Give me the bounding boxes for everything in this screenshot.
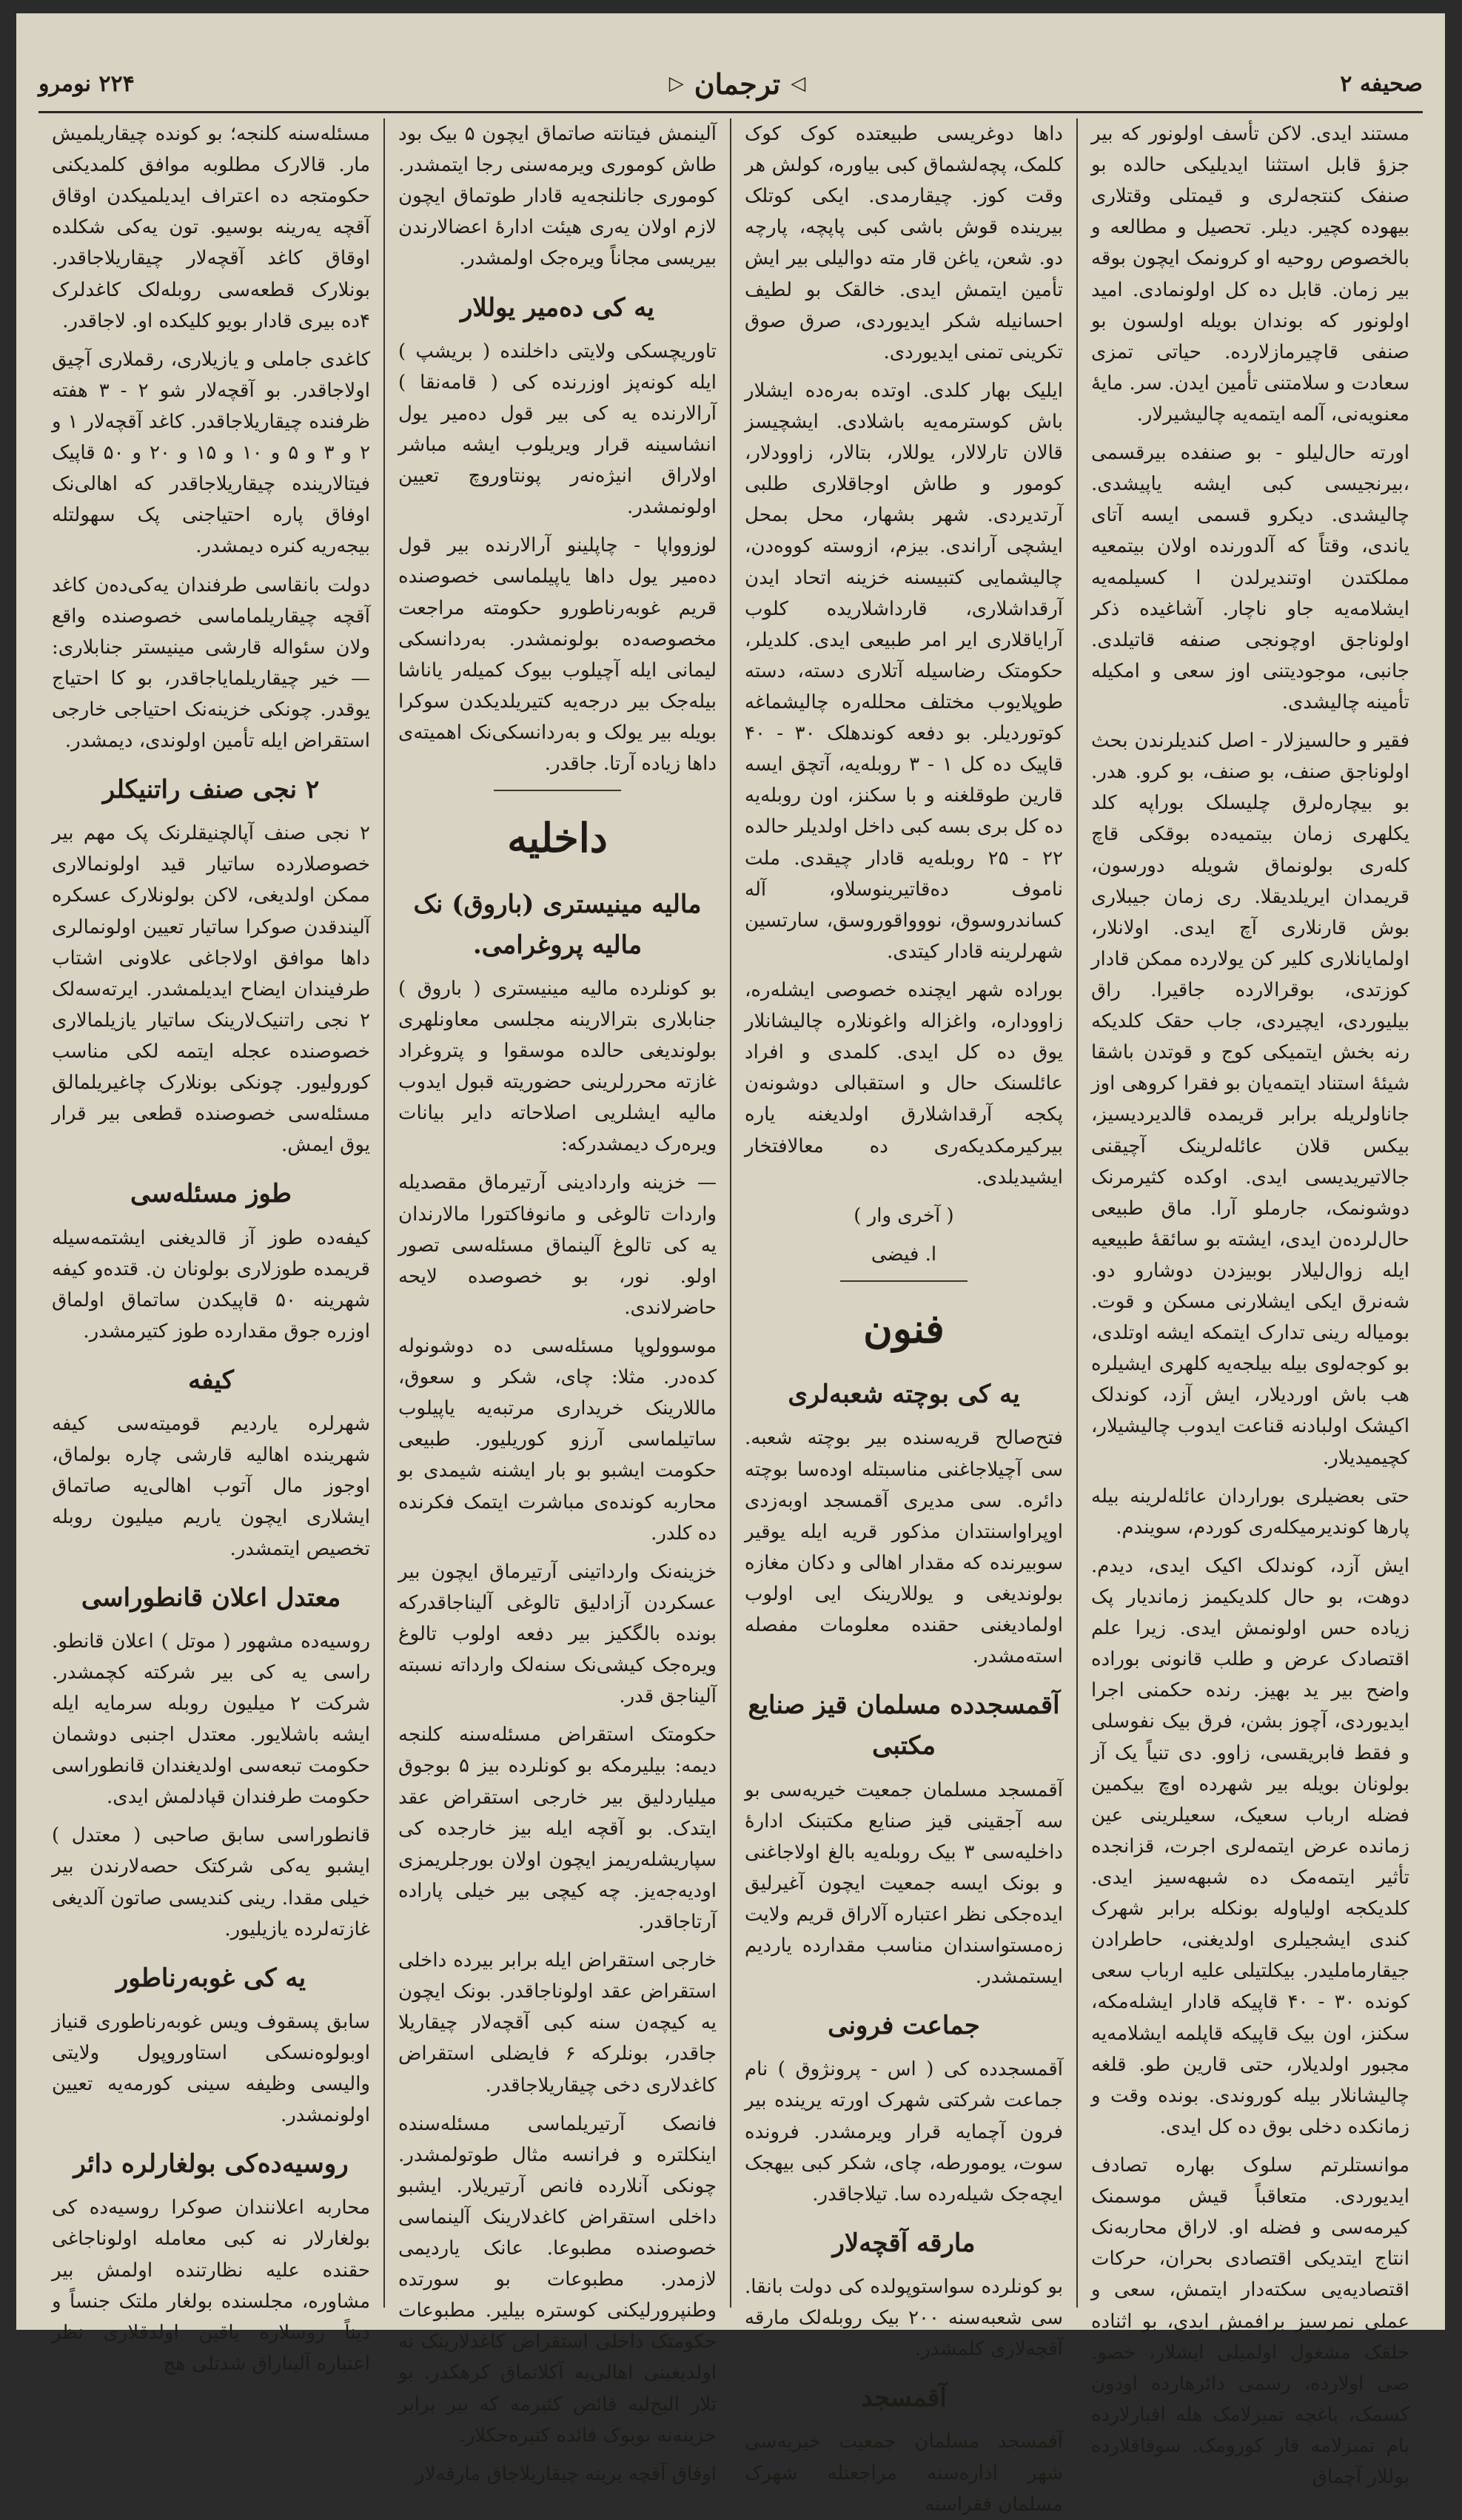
- column-3: [383, 118, 730, 2485]
- newspaper-title: ترجمان: [694, 67, 781, 101]
- article-body: فتح‌صالح قریه‌سنده بیر بوچته شعبه. سی آچیلاجاغنی مناسبتله اوده‌سا بوچته دائره‌. سی مدیری آقمسجد اوبه‌زدی اوپراواسنتدان مذکور قریه ایله یوقیر سوبیرنده که مقدار اهالی و دکان مغازه بولوندیغی و یوللارینک ایی اولوب اولمادیغنی حقنده معلومات مفصله استه‌مشدر.: [745, 1427, 1063, 1668]
- issue-number: ۲۲۴ نومرو: [38, 70, 135, 97]
- paragraph: مستند ایدی. لاکن تأسف اولونور که بیر جزؤ قابل استثنا ایدیلیکی حالده بو صنفک کنتجه‌لری و قیمتلی وقتلاری بیهوده کچیر. دیلر. تحصیل و مطالعه و بالخصوص روحیه او کرونمک ایچون بوقه بیر زمان. قابل ده کل اولونمادی. امید اولونور که بوندان بویله اولسون بو صنفی قاچیرمازلارده. حیاتی تمزی سعادت و سلامتنی تأمین ایدن. سر. مایهٔ معنویه‌نی، آلمه ایتمه‌یه چالیشیرلار.: [1091, 123, 1409, 426]
- article-body: کیفه‌ده طوز آز قالدیغنی ایشتمه‌سیله قریمده طوزلاری بولونان ن. قتده‌و کیفه شهرینه ۵۰ قاپیکدن ساتماق اولماق اوزره جوق مقدارده طوز کتیرمشدر.: [52, 1226, 370, 1343]
- article-title: ۲ نجی صنف راتنیکلر: [102, 775, 320, 805]
- article-title: روسیه‌ده‌کی بولغارلره دائر: [73, 2149, 349, 2180]
- article-body: — خزینه واردادینی آرتیرماق مقصدیله واردات تالوغی و مانوفاکتورا مالارندان یه کی تالوغ آلینماق مسئله‌سی تصور اولو. نور، بو خصوصده لایحه حاضرلاندی.: [398, 1172, 717, 1319]
- paragraph: بوراده شهر ایچنده خصوصی ایشله‌ره، زاووداره، واغزاله واغونلاره چالیشانلار یوق ده کل ایدی. کلمدی و افراد عائلسنک حال و استقبالی دوشونه‌ن پکجه آرقداشلارق اولدیغنه یاره بیرکیرمکدیکه‌ری ده معالافتخار ایشیدیلدی.: [745, 978, 1063, 1189]
- article-body: خزینه‌نک وارداتینی آرتیرماق ایچون بیر عسکردن آزادلیق تالوغی آلیناجاقدرکه بونده بالگکیز بیر دفعه اولوب تالوغ ویره‌جک کیشی‌نک سنه‌لک وارداته نسبته آلیناجق قدر.: [398, 1560, 717, 1708]
- section-heading: فنون: [863, 1304, 945, 1352]
- paragraph: فقیر و حالسیزلار - اصل کندیلرندن بحث اولوناجق صنف، بو صنف، بو کرو. هدر. بو بیچاره‌لرق چلیسلک بوراپه کلد یکلهری زمان بیتمیه‌ده بوقکی قاچ کله‌ری بولونماق شویله دورسون، قریمدان ایریلدیقلا. ری زمان جیبلاری بوش قارنلاری آچ ایدی. اولانلار، اولمایانلاری کلیر کن یولارده ممکن قادار کوزتدی، بوقرالارده جاقیرا. راق بیلیوردی، ایچیردی، جاب حقک کلدیکه رنه بخش ایتمیکی کوج و قوتدن باشقا شیئهٔ استناد ایتمه‌یان بو فقرا کروهی اوز جاناولریله برابر قریمده قالدیردیسیز، بیکس قلان عائله‌لرینک آچیقنی جالاتیریدیسی ایدی. اوکده کثیرمرنک دوشونمک، جارملو آرا. ماق طبیعی حال‌لرده‌ن ایدی، ایشته بو سائقهٔ طبیعیه ایله زوال‌لیلار بوبیزدن دوشارو دو. شه‌نرق ایکی ایشلارنی مسکن و قوت. بومیاله‌ رینی تدارک ایتمکه ایشه اوتلدی، بو کوجه‌لوی بیله بیلجه‌یه کلهری ایشیلره هب باش اوردیلار، ایش آزد، کوندلک اکیشک اولبادنه قناعت ایدوب چالیشیلار، کچیمیدیلار.: [1091, 730, 1409, 1469]
- page-number: صحیفه ۲: [1340, 70, 1423, 97]
- article-title: یه کی غوبه‌رناطور: [115, 1963, 306, 1993]
- triangle-ornament-icon: ▷: [668, 73, 684, 95]
- masthead: [38, 58, 1423, 110]
- paragraph: مسئله‌سنه کلنجه؛ بو کونده چیقاریلمیش مار. قالارک مطلوبه موافق کلمدیکنی حکومتجه ده اعتراف ایدیلمیکدن اوقاق آقچه یه‌رینه بوسیو. تون یه‌کی شکلده اوقاق کاغد آقچه‌لار چیقاریلاجاقدر. بونلارک قطعه‌سی روبله‌لک کاغدلرک ۴ده بیری قادار بویو کلیکده او. لاجاقدر.: [52, 123, 370, 332]
- section-heading: داخلیه: [507, 814, 608, 862]
- article-body: قانطوراسی سابق صاحبی ( معتدل ) ایشبو یه‌کی شرکتک حصه‌لارندن بیر خیلی مقدا. رینی کندیسی صاتون آلدیغی غازته‌لرده یازیلیور.: [52, 1824, 370, 1941]
- paragraph: دولت بانقاسی طرفندان یه‌کی‌ده‌ن کاغد آقچه چیقاریلماماسی خصوصنده واقع ولان سئواله قارشی مینیستر جنابلاری: — خیر چیقاریلمایاجاقدر، بو کا احتیاج یوقدر. چونکی خزینه‌نک احتیاجی خارجی استقراض ایله تأمین اولوندی، دیمشدر.: [52, 574, 370, 753]
- author-signature: ا. فیضی: [871, 1243, 937, 1266]
- paragraph: داها دوغریسی طبیعتده کوک کوک کلمک، پچه‌لشماق کبی بیاوره، کولش هر وقت کوز. چیقارمدی. ایکی کوتلک بیرینده قوش باشی کبی پاپچه، پارچه دو. شعن، یاغن قار مته دوالیلی بیر ایش تأمین ایتمش ایدی. خالقک بو لطیف احسانیله شکر ایدیوردی، صرق صوق تکرینی تمنی ایدیوردی.: [745, 123, 1063, 363]
- to-be-continued: ( آخری وار ): [854, 1204, 954, 1227]
- article-body: فانصک آرتیریلماسی مسئله‌سنده اینکلتره و فرانسه مثال طوتولمشدر. چونکی آنلارده فانص آرتیریلار. ایشبو داخلی استقراض کاغدلارینک آلینماسی خصوصنده مطبوعا. عانک یاردیمی لازمدر. مطبوعات بو سورتده وطنپرورلیکنی کوستره بیلیر. مطبوعات حکومتک داخلی استقراض کاغدلارینک نه اولدیغینی اهالی‌یه آکلاتماق کرهکدر. بو تلار الیخ‌لیه قائص کثیرمه که بیر برابر خزینه‌نه بوبوک فائده کتیره‌جکلار.: [398, 2112, 717, 2447]
- article-title: یه کی ده‌میر یوللار: [460, 292, 654, 323]
- article-body: لوزوواپا - چاپلینو آرالارنده بیر قول ده‌میر یول داها یاپیلماسی خصوصنده قریم غوبه‌رناطورو حکومته مراجعت مخصوصه‌ده بولونمشدر. به‌ردانسکی لیمانی ایله آچیلوب بیوک کمیله‌ر یاناشا بیله‌جک بیر درجه‌یه کتیریلدیکدن سوکرا بویله بیر یولک و به‌ردانسکی‌نک اهمیته‌ی داها زیاده آرتا. جاقدر.: [398, 534, 717, 776]
- article-body: محاربه اعلانندان صوکرا روسیه‌ده کی بولغارلار نه کبی معامله اولوناجاغی حقنده علیه نظارتنده اولمش بیر مشاوره، مجلسنده بولغار ملتک جنساً و دیناً روسلاره یاقین اولدقلاری نظر اعتباره آلیناراق شدتلی هچ: [52, 2197, 370, 2375]
- paragraph: اورته حال‌لیلو - بو صنفده بیرقسمی ،بیرنجیسی کبی ایشه یاپیشدی. چالیشدی. دیکرو قسمی ایسه آتای یاندی، وقتاً که آلدورنده اولان بیتمعیه مملکتدن اوتندیرلدن ا کسیلمه‌یه ایشلامه‌یه جاو ناچار. آشاغیده ذکر اولوناجق اوچونجی صنفه قاتیلدی. جانبی، موجودیتنی اوز سعی و امکیله تأمینه چالیشدی.: [1091, 442, 1409, 713]
- article-title: جماعت فرونی: [828, 2011, 980, 2041]
- article-body: خارجی استقراض ایله برابر بیرده داخلی استقراض عقد اولوناجاقدر. بونک ایچون یه کیچه‌ن سنه کبی آقچه‌لار چیقاریلا جاقدر، بونلرکه ۶ فایضلی استقراض کاغدلاری دخی چیقاریلاجاقدر.: [398, 1949, 717, 2097]
- paragraph: حتی بعضیلری بوراردان عائله‌لرینه بیله پارها كوندیرمیکله‌ری کوردم، سویندم.: [1091, 1485, 1409, 1539]
- divider: [840, 1280, 968, 1282]
- paragraph: ایلیک بهار کلدی. اوتده به‌ره‌ده ایشلار باش کوسترمه‌یه باشلادی. ایشچیسز قالان تارلالار، یوللار، بتالار، زاوودلار، کومور و طاش اوجاقلاری طلبی آرتدیردی. شهر بشهار، محل بمحل ایشچی آراندی. بیزم، ازوسته کووه‌دن، چالیشمایی کتبیسنه خزینه اتحاد ایدن آرقداشلاری، قارداشلاریده کلوب آرایاقلاری ایر امر طبیعی ایدی. کلدیلر، حکومتک رضاسیله آتلاری دسته، دسته طوپلایوب مختلف محلله‌ره چالیشماغه کوتوردیلر. بو دفعه کوندهلک ۳۰ - ۴۰ قاپیک ده کل ۱ - ۳ روبله‌یه، آتچق ایسه قارین طوقلغنه و با سکنز، اون روبله‌یه ده کل بری بسه کبی داخل اولدیلر حالده ۲۲ - ۲۵ روبله‌یه قادار چیقدی. ملت ناموف ده‌قاتیرینوسلاو، آله کساندروسوق، نووواقوروسق، سارتسین شهرلرینه قادار کیتدی.: [745, 379, 1064, 963]
- article-body: آقمسجد مسلمان جمعیت خیریه‌سی بو سه‌ آجقینی قیز صنایع مکتبنک ادارهٔ داخلیه‌سی ۳ بیک روبله‌یه بالغ اولاجاغنی و بونک ایسه جمعیت ایچون آغیرلیق ایده‌جکی نظر اعتباره آلاراق قریم ولایت زه‌مستواسندان مناسب مقدارده یاردیم ایستمشدر.: [745, 1778, 1063, 1989]
- article-title: طوز مسئله‌سی: [130, 1179, 292, 1209]
- article-title: آقمسجد: [861, 2383, 947, 2413]
- paragraph: موانستلرتم سلوک بهاره تصادف ایدیوردی. متعاقباً قیش موسمنک کیرمه‌سی و فضله او. لاراق محاربه‌نک انتاج ایتدیکی اقتصادی بحران، حرکات اقتصادیه‌یی سکته‌دار ایتمش، سعی و عملی نمرسیز برافمش ایدی، بو اثناده خلقک مشغول اولمیلی ایشلار، خصو. صی اولارده، رسمی دائرهارده اودون کسمک، باغچه تمیزلامک هله اقبارلارده بام تمیزلامه قار کورومک. سوقاقلارده یوللار آچماق: [1091, 2154, 1409, 2489]
- article-body: حکومتک استقراض مسئله‌سنه کلنجه دیمه: بیلیرمکه بو کونلرده بیز ۵ بوجوق میلیاردلیق بیر خارجی استقراض عقد ایتدک. بو آقچه ایله بیز خارجده کی سپاریشله‌ریمز ایچون اولان بورجلریمزی اودیه‌جه‌یز. چه کیچی بیر خیلی پاراده آرتاجاقدر.: [398, 1724, 717, 1933]
- article-title: آقمسجدده مسلمان قیز صنایع مکتبی: [748, 1690, 1060, 1761]
- paragraph: آلینمش فیتانته صاتماق ایچون ۵ بیک بود طاش کوموری ویرمه‌سنی رجا ایتمشدر. کوموری جانلنجه‌یه قادار طوتماق ایچون لازم اولان یه‌ری هیئت ادارهٔ اعضالارندن بیریسی مجاناً ویره‌جک اولمشدر.: [398, 123, 717, 270]
- divider: [494, 790, 621, 791]
- article-title: معتدل اعلان قانطوراسی: [81, 1582, 341, 1613]
- article-body: شهرلره یاردیم قومیته‌سی کیفه شهرینده اهالیه قارشی چاره بولماق، اوجوز مال آتوب اهالی‌یه صاتماق ایشلاری ایچون یاریم میلیون روبله تخصیص ایتمشدر.: [52, 1413, 370, 1560]
- article-body: آقمسجدده کی ( اس - پرونژوق ) نام جماعت شرکتی شهرک اورته یرینده بیر فرون آچمایه قرار ویرمشدر. فرونده سوت، یومورطه، چای، شکر کبی بیهجک ایچه‌جک شیله‌رده سا. تیلاجاقدر.: [745, 2058, 1063, 2205]
- article-body: تاوریچسکی ولایتی داخلنده ( بریشپ ) ایله کونه‌پز اوزرنده کی ( قامه‌نقا ) آرالارنده یه کی بیر قول ده‌میر یول انشاسینه قرار ویریلوب ایشه مباشر اولاراق انیژه‌نه‌ر پونتاوروچ تعیین اولونمشدر.: [398, 340, 717, 519]
- article-title: مارقه آقچه‌لار: [832, 2228, 976, 2258]
- paragraph: کاغدی جاملی و یازیلاری، رقملاری آچیق اولاجاقدر. بو آقچه‌لار شو ۲ - ۳ هفته ظرفنده چیقاریلاجاقدر. کاغد آقچه‌لار ۱ و ۲ و ۳ و ۵ و ۱۰ و ۱۵ و ۲۰ و ۵۰ قاپیک فیتالارینده چیقاریلاجاقدر که اهالی‌نک اوفاق پاره احتیاجنی پک سهولتله بیجه‌ریه کنره دیمشدر.: [52, 348, 371, 558]
- column-2: [730, 118, 1076, 2516]
- columns: [38, 118, 1423, 2516]
- article-body: موسوولوپا مسئله‌سی ده‌ دوشونوله کده‌در. مثلا: چای، شکر و سعوق، ماللارینک خریداری مرتبه‌یه یاپیلوب ساتیلماسی آرزو کوریلیور. طبیعی حکومت ایشبو بو بار ایشنه شیمدی بو محاربه کونده‌ی مباشرت ایتمک فکرنده ده کلدر.: [398, 1334, 717, 1545]
- column-4: [38, 118, 383, 2375]
- article-body: اوفاق آقچه یرینه چیقاریلاجاق مارقه‌لار: [415, 2462, 717, 2485]
- masthead-rule: [38, 111, 1423, 113]
- triangle-ornament-icon: ◁: [791, 73, 806, 95]
- paragraph: ایش آزد، کوندلک اکیک ایدی، دیدم. دوهت، بو حال کلدیکیمز زماندیار پک زیاده حس اولونمش ایدی. زیرا علم اقتصادک عرض و طلب قانونی بوراده واضح بیر ید بهیز. رنده حکمنی اجرا ایدیوردی، آچوز بشن، فرق بیک نفوسلی و فقط فابریقسی، زاوو. دی تنیاً یک آز بولونان بویله بیر شهرده اوچ بیکمین فضله ارباب سعیک، سعیلرینی عین زمانده عرض ایتمه‌لری اجرت، قزانجده تأثیر ایتمه‌مک ده شبهه‌سیز ایدی. کلدیکجه اولیاوله بونکله برابر شهرک کندی ایشجیلری اولدیغنی، حاطرادن جیقارماملیدر. بیکلتیلی علیه ارباب سعی کونده ۳۰ - ۴۰ قاپیکه قادار ایشله‌مکه، سکنز، اون بیک قاپیکه قاپلمه ایشلامه‌یه مجبور اولدیلار، حتی قارین طو. قلغه چالیشانلار بیله کوروندی. بونده وقت و زمانکده دخلی بوق ده کل ایدی.: [1091, 1554, 1409, 2138]
- article-body: بو کونلرده مالیه مینیستری ( باروق ) جنابلاری بترالارینه مجلسی معاونلهری بولوندیغی حالده موسقوا و پتروغراد غازته محررلرینی حضوریته قبول ایدوب ماليه ایشلریی اصلاحاته دایر بیانات ویره‌رک دیمشدرکه:: [398, 977, 717, 1156]
- article-title: یه کی بوچته شعبه‌لری: [788, 1380, 1020, 1410]
- article-body: آقمسجد مسلمان جمعیت خیریه‌سی شهر اداره‌سنه مراجعتله شهرک مسلمان فقراسنه: [745, 2430, 1063, 2516]
- article-title: مالیه مینیستری (باروق) نک مالیه پروغرامی.: [413, 889, 702, 960]
- article-body: ۲ نجی صنف آپالچنیقلرنک پک مهم بیر خصوصلارده ساتیار قید اولونمالاری ممکن اولدیغی، لاکن بولونلارک عسکره آلیندقدن صوکرا ساتیار تعیین اولونمالری داها موافق اولاجاغی علاونی اشتاب طرفیندان ایضاح ایدیلمشدر. ایرته‌سه‌لک ۲ نجی راتنیک‌لارینک ساتیار یازیلمالاری خصوصنده عجله ایتمه‌ لکی مناسب کورولیور. چونکی بونلارک چاغیریلمالق مسئله‌سی خصوصنده قطعی بیر قرار یوق ایمش.: [52, 822, 370, 1157]
- article-body: روسیه‌ده مشهور ( موتل ) اعلان قانطو. راسی یه کی بیر شرکته کچمشدر. شرکت ۲ میلیون روبله سرمایه ایله ایشه باشلایور. معتدل اجنبی دوشمان حکومت تبعه‌سی اولدیغندان قانطوراسی حکومت طرفندان قپادلمش ایدی.: [52, 1630, 370, 1809]
- newspaper-page: [16, 13, 1445, 2516]
- article-body: سابق پسقوف ویس غوبه‌رناطوری قنیاز اوبولوه‌نسکی استاوروپول ولایتی والیسی وظیفه‌ سینی کورمه‌یه تعیین اولونمشدر.: [52, 2010, 370, 2127]
- column-1: [1076, 118, 1423, 2489]
- newspaper-title-block: [669, 67, 806, 101]
- article-body: بو کونلرده سواستوپولده کی دولت بانقا. سی شعبه‌سنه ۲۰۰ بیک روبله‌لک مارقه آقچه‌لاری کلمشدر.: [745, 2275, 1064, 2361]
- article-title: کیفه: [188, 1365, 234, 1395]
